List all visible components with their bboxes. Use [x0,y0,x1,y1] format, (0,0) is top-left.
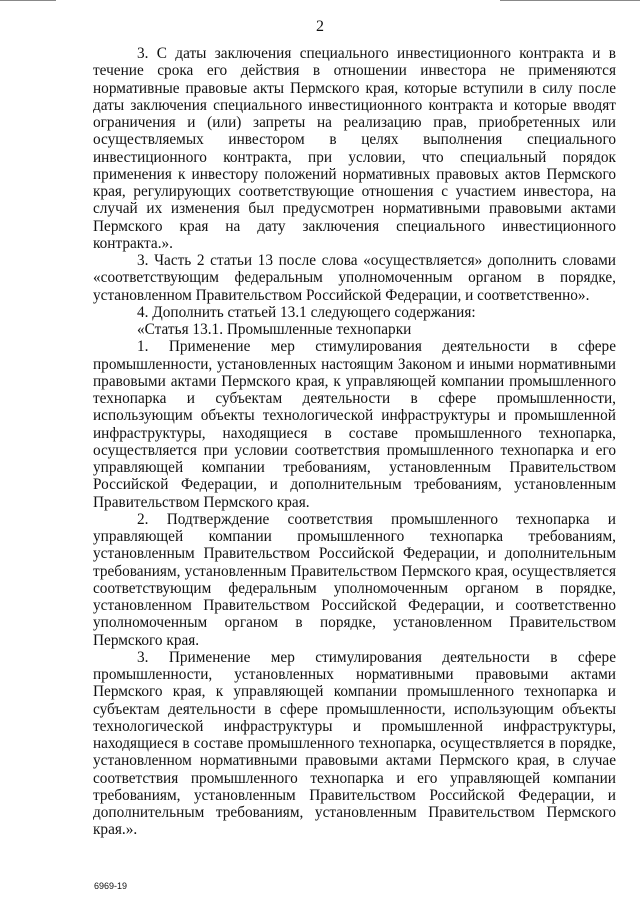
scan-edge-mark-left [0,0,56,1]
paragraph-clause-3-investment-contract: 3. С даты заключения специального инвестиционного контракта и в течение срока его действия в отношении инвестора не применяются нормативные правовые акты Пермского края, которые вступили в силу после даты заключения специального инвестиционного контракта и которые вводят ограничения и (или) запреты на реализацию прав, приобретенных или осуществляемых инвестором в целях выполнения специального инвестиционного контракта, при условии, что специальный порядок применения к инвестору положений нормативных правовых актов Пермского края, регулирующих соответствующие отношения с участием инвестора, на случай их изменения был предусмотрен нормативными правовыми актами Пермского края на дату заключения специального инвестиционного контракта.». [93,45,616,252]
document-body [93,45,616,839]
paragraph-add-article-13-1: 4. Дополнить статьей 13.1 следующего содержания: [137,303,476,321]
document-footer-code: 6969-19 [94,881,128,891]
scan-edge-mark-right [500,0,640,1]
article-13-1-part-2: 2. Подтверждение соответствия промышленного технопарка и управляющей компании промышленного технопарка требованиям, установленным Правительством Российской Федерации, и дополнительным требованиям, установленным Правительством Пермского края, осуществляется соответствующим федеральным уполномоченным органом в порядке, установленном Правительством Российской Федерации, и соответственно уполномоченным органом в порядке, установленном Правительством Пермского края. [93,510,616,649]
paragraph-amend-article-13: 3. Часть 2 статьи 13 после слова «осуществляется» дополнить словами «соответствующим федеральным уполномоченным органом в порядке, установленном Правительством Российской Федерации, и соответственно». [93,252,616,304]
article-13-1-part-1: 1. Применение мер стимулирования деятельности в сфере промышленности, установленных настоящим Законом и иными нормативными правовыми актами Пермского края, к управляющей компании промышленного технопарка и субъектам деятельности в сфере промышленности, использующим объекты технологической инфраструктуры и промышленной инфраструктуры, находящиеся в составе промышленного технопарка, осуществляется при условии соответствия промышленного технопарка и его управляющей компании требованиям, установленным Правительством Российской Федерации, и дополнительным требованиям, установленным Правительством Пермского края. [93,338,616,511]
article-13-1-part-3: 3. Применение мер стимулирования деятельности в сфере промышленности, установленных нормативными правовыми актами Пермского края, к управляющей компании промышленного технопарка и субъектам деятельности в сфере промышленности, использующим объекты технологической инфраструктуры и промышленной инфраструктуры, находящиеся в составе промышленного технопарка, осуществляется в порядке, установленном нормативными правовыми актами Пермского края, в случае соответствия промышленного технопарка и его управляющей компании требованиям, установленным Правительством Российской Федерации, и дополнительным требованиям, установленным Правительством Пермского края.». [93,648,616,839]
page-number: 2 [316,18,324,35]
article-13-1-title: «Статья 13.1. Промышленные технопарки [137,321,412,338]
